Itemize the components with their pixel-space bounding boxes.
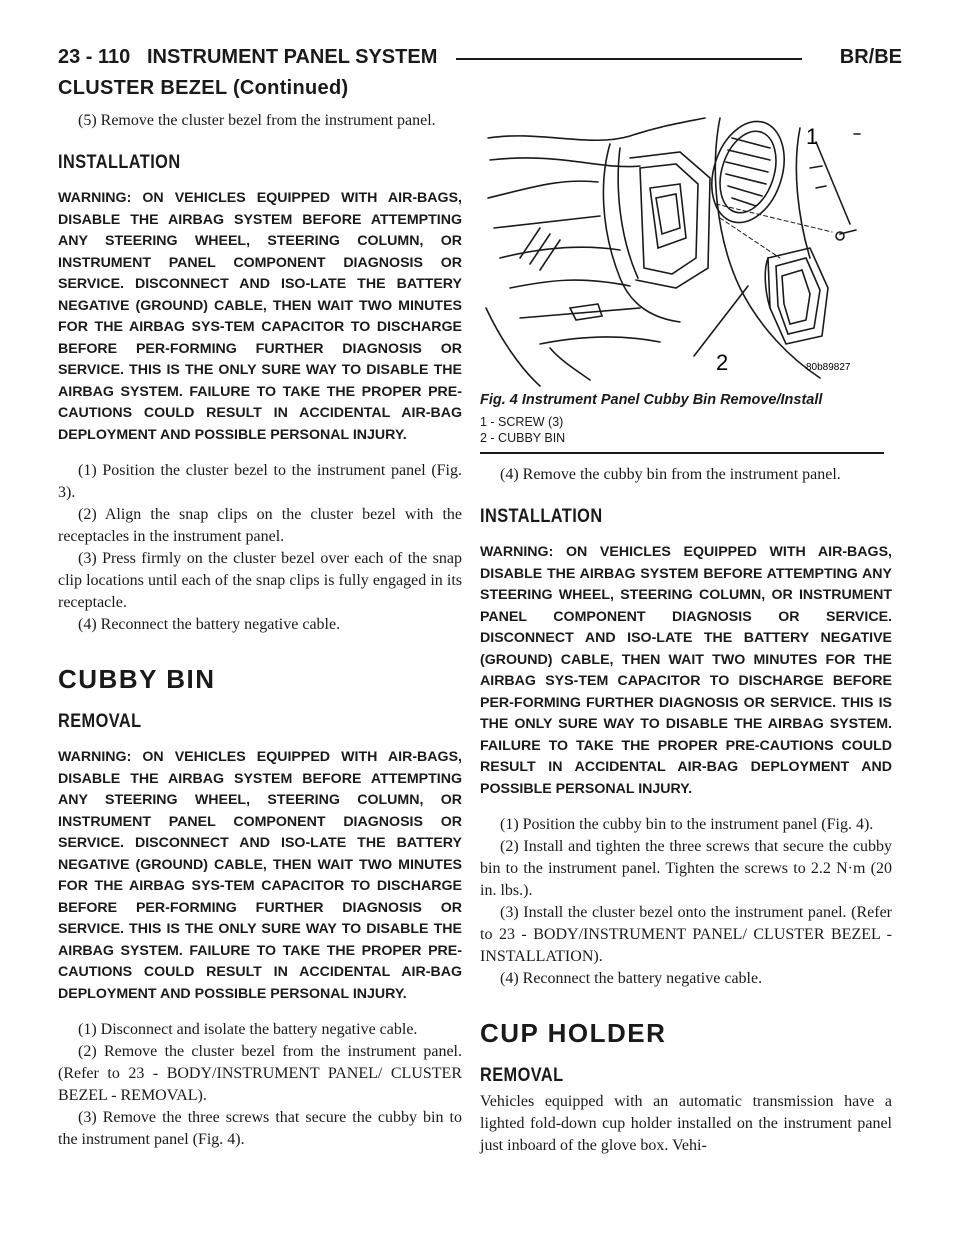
install-steps — [58, 460, 462, 636]
step: (4) Reconnect the battery negative cable. — [78, 616, 341, 633]
warning-paragraph: WARNING: ON VEHICLES EQUIPPED WITH AIR-BAGS, DISABLE THE AIRBAG SYSTEM BEFORE ATTEMPTING ANY STEERING WHEEL, STEERING COLUMN, OR INSTRUMENT PANEL COMPONENT DIAGNOSIS OR SERVICE. DISCONNECT AND ISO-LATE THE BATTERY NEGATIVE (GROUND) CABLE, THEN WAIT TWO MINUTES FOR THE AIRBAG SYS-TEM CAPACITOR TO DISCHARGE BEFORE PER-FORMING FURTHER DIAGNOSIS OR SERVICE. THIS IS THE ONLY SURE WAY TO DISABLE THE AIRBAG SYSTEM. FAILURE TO TAKE THE PROPER PRE-CAUTIONS COULD RESULT IN ACCIDENTAL AIR-BAG DEPLOYMENT AND POSSIBLE PERSONAL INJURY. — [58, 190, 462, 443]
step: (2) Align the snap clips on the cluster bezel with the receptacles in the instrument panel. — [58, 506, 462, 545]
installation-heading: INSTALLATION — [58, 152, 181, 173]
cubby-bin-illustration — [480, 108, 880, 388]
page-number-title: 23 - 110 INSTRUMENT PANEL SYSTEM — [58, 46, 438, 68]
continued-heading: CLUSTER BEZEL (Continued) — [58, 77, 349, 99]
cubby-bin-heading: CUBBY BIN — [58, 664, 216, 694]
figure-caption: Fig. 4 Instrument Panel Cubby Bin Remove/Install — [480, 392, 823, 408]
vehicle-code: BR/BE — [839, 46, 902, 68]
step: (1) Position the cluster bezel to the instrument panel (Fig. 3). — [58, 462, 462, 501]
install-steps — [480, 814, 892, 990]
figure-code: 80b89827 — [806, 362, 851, 373]
callout-1: 1 — [806, 124, 819, 149]
step: (2) Remove the cluster bezel from the instrument panel. (Refer to 23 - BODY/INSTRUMENT PANEL/ CLUSTER BEZEL - REMOVAL). — [58, 1043, 462, 1104]
warning-paragraph: WARNING: ON VEHICLES EQUIPPED WITH AIR-BAGS, DISABLE THE AIRBAG SYSTEM BEFORE ATTEMPTING ANY STEERING WHEEL, STEERING COLUMN, OR INSTRUMENT PANEL COMPONENT DIAGNOSIS OR SERVICE. DISCONNECT AND ISO-LATE THE BATTERY NEGATIVE (GROUND) CABLE, THEN WAIT TWO MINUTES FOR THE AIRBAG SYS-TEM CAPACITOR TO DISCHARGE BEFORE PER-FORMING FURTHER DIAGNOSIS OR SERVICE. THIS IS THE ONLY SURE WAY TO DISABLE THE AIRBAG SYSTEM. FAILURE TO TAKE THE PROPER PRE-CAUTIONS COULD RESULT IN ACCIDENTAL AIR-BAG DEPLOYMENT AND POSSIBLE PERSONAL INJURY. — [58, 749, 462, 1002]
right-column — [480, 108, 892, 1157]
removal-heading: REMOVAL — [58, 711, 142, 732]
step: (3) Press firmly on the cluster bezel over each of the snap clip locations until each of the snap clips is fully engaged in its receptacle. — [58, 550, 462, 611]
header-rule — [456, 58, 802, 60]
page-header — [58, 44, 902, 74]
cup-holder-heading: CUP HOLDER — [480, 1018, 667, 1048]
cubby-bin-figure — [480, 108, 880, 388]
removal-steps — [58, 1019, 462, 1151]
legend-item: 2 - CUBBY BIN — [480, 431, 566, 445]
step: (3) Remove the three screws that secure the cubby bin to the instrument panel (Fig. 4). — [58, 1109, 462, 1148]
step: (4) Reconnect the battery negative cable. — [500, 970, 763, 987]
step: (2) Install and tighten the three screws that secure the cubby bin to the instrument panel. Tighten the screws to 2.2 N·m (20 in. lbs.). — [480, 838, 892, 899]
callout-2: 2 — [716, 350, 729, 375]
warning-paragraph: WARNING: ON VEHICLES EQUIPPED WITH AIR-BAGS, DISABLE THE AIRBAG SYSTEM BEFORE ATTEMPTING ANY STEERING WHEEL, STEERING COLUMN, OR INSTRUMENT PANEL COMPONENT DIAGNOSIS OR SERVICE. DISCONNECT AND ISO-LATE THE BATTERY NEGATIVE (GROUND) CABLE, THEN WAIT TWO MINUTES FOR THE AIRBAG SYS-TEM CAPACITOR TO DISCHARGE BEFORE PER-FORMING FURTHER DIAGNOSIS OR SERVICE. THIS IS THE ONLY SURE WAY TO DISABLE THE AIRBAG SYSTEM. FAILURE TO TAKE THE PROPER PRE-CAUTIONS COULD RESULT IN ACCIDENTAL AIR-BAG DEPLOYMENT AND POSSIBLE PERSONAL INJURY. — [480, 544, 892, 797]
figure-legend — [480, 414, 892, 446]
step: (1) Position the cubby bin to the instrument panel (Fig. 4). — [500, 816, 874, 833]
installation-heading: INSTALLATION — [480, 506, 603, 527]
figure-rule — [480, 452, 884, 454]
step: (1) Disconnect and isolate the battery negative cable. — [78, 1021, 418, 1038]
paragraph: (5) Remove the cluster bezel from the instrument panel. — [78, 112, 436, 129]
legend-item: 1 - SCREW (3) — [480, 415, 564, 429]
removal-heading: REMOVAL — [480, 1065, 564, 1086]
paragraph: Vehicles equipped with an automatic transmission have a lighted fold-down cup holder installed on the instrument panel just inboard of the glove box. Vehi- — [480, 1093, 892, 1154]
paragraph: (4) Remove the cubby bin from the instrument panel. — [500, 466, 841, 483]
left-column — [58, 110, 462, 1151]
step: (3) Install the cluster bezel onto the instrument panel. (Refer to 23 - BODY/INSTRUMENT PANEL/ CLUSTER BEZEL - INSTALLATION). — [480, 904, 892, 965]
